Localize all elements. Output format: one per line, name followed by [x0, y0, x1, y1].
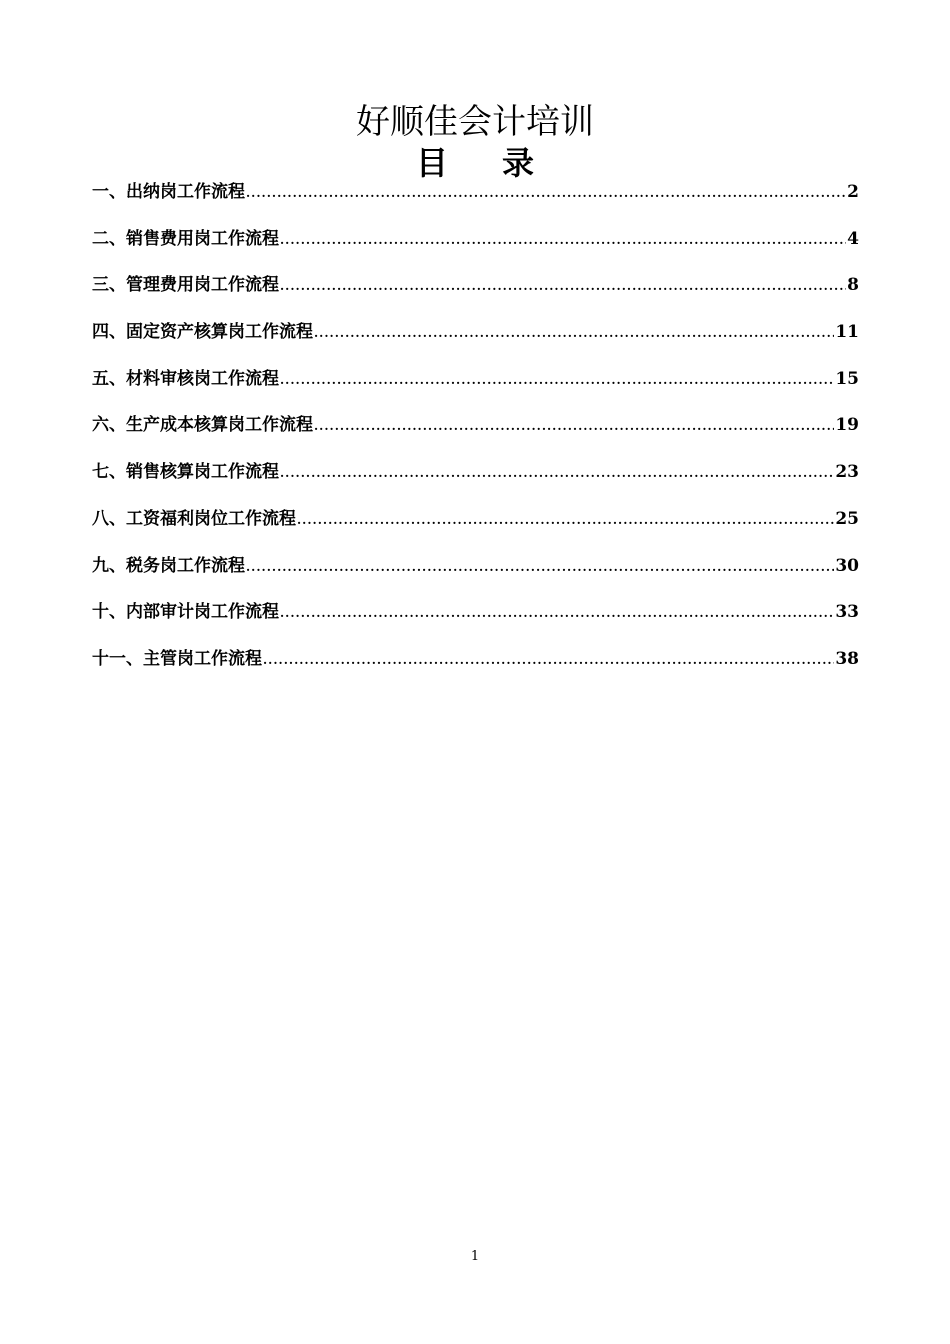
- toc-entry[interactable]: [92, 363, 859, 410]
- table-of-contents: [92, 176, 859, 690]
- toc-entry-page: 15: [835, 368, 859, 389]
- toc-entry[interactable]: [92, 409, 859, 456]
- toc-entry-page: 25: [835, 508, 859, 529]
- toc-dot-leader: [280, 463, 834, 483]
- toc-dot-leader: [314, 323, 834, 343]
- toc-entry-page: 33: [835, 602, 859, 623]
- toc-entry-label: 四、固定资产核算岗工作流程: [92, 322, 313, 343]
- toc-dot-leader: [246, 557, 834, 577]
- toc-dot-leader: [280, 603, 834, 623]
- toc-entry-page: 11: [835, 322, 859, 343]
- toc-entry-page: 2: [847, 182, 859, 202]
- document-title: 好顺佳会计培训: [356, 102, 594, 142]
- toc-entry[interactable]: [92, 223, 859, 270]
- toc-dot-leader: [280, 370, 834, 390]
- toc-heading-char: 录: [502, 144, 535, 182]
- toc-entry[interactable]: [92, 316, 859, 363]
- toc-entry[interactable]: [92, 503, 859, 550]
- toc-entry[interactable]: [92, 456, 859, 503]
- toc-entry-label: 十、内部审计岗工作流程: [92, 602, 279, 623]
- toc-entry-label: 五、材料审核岗工作流程: [92, 368, 279, 389]
- toc-dot-leader: [246, 183, 846, 203]
- toc-entry-label: 七、销售核算岗工作流程: [92, 462, 279, 483]
- toc-entry[interactable]: [92, 596, 859, 643]
- toc-entry[interactable]: [92, 643, 859, 690]
- toc-entry[interactable]: [92, 176, 859, 223]
- toc-entry-label: 二、销售费用岗工作流程: [92, 228, 279, 249]
- toc-entry-label: 八、工资福利岗位工作流程: [92, 508, 296, 529]
- toc-entry-label: 三、管理费用岗工作流程: [92, 275, 279, 296]
- toc-entry-label: 九、税务岗工作流程: [92, 555, 245, 576]
- toc-dot-leader: [263, 650, 834, 670]
- toc-dot-leader: [297, 510, 834, 530]
- toc-dot-leader: [280, 276, 846, 296]
- toc-entry-page: 23: [835, 462, 859, 483]
- toc-entry-page: 8: [847, 275, 859, 296]
- toc-heading-char: 目: [415, 144, 448, 182]
- toc-entry-page: 30: [835, 555, 859, 576]
- toc-entry-page: 4: [847, 228, 859, 249]
- toc-entry[interactable]: [92, 550, 859, 597]
- toc-entry-page: 19: [835, 415, 859, 436]
- toc-entry-label: 六、生产成本核算岗工作流程: [92, 415, 313, 436]
- page-number: 1: [470, 1249, 480, 1264]
- toc-dot-leader: [280, 230, 846, 250]
- toc-entry[interactable]: [92, 269, 859, 316]
- toc-dot-leader: [314, 416, 834, 436]
- toc-entry-label: 十一、主管岗工作流程: [92, 648, 262, 669]
- toc-entry-label: 一、出纳岗工作流程: [92, 182, 245, 202]
- toc-entry-page: 38: [835, 648, 859, 669]
